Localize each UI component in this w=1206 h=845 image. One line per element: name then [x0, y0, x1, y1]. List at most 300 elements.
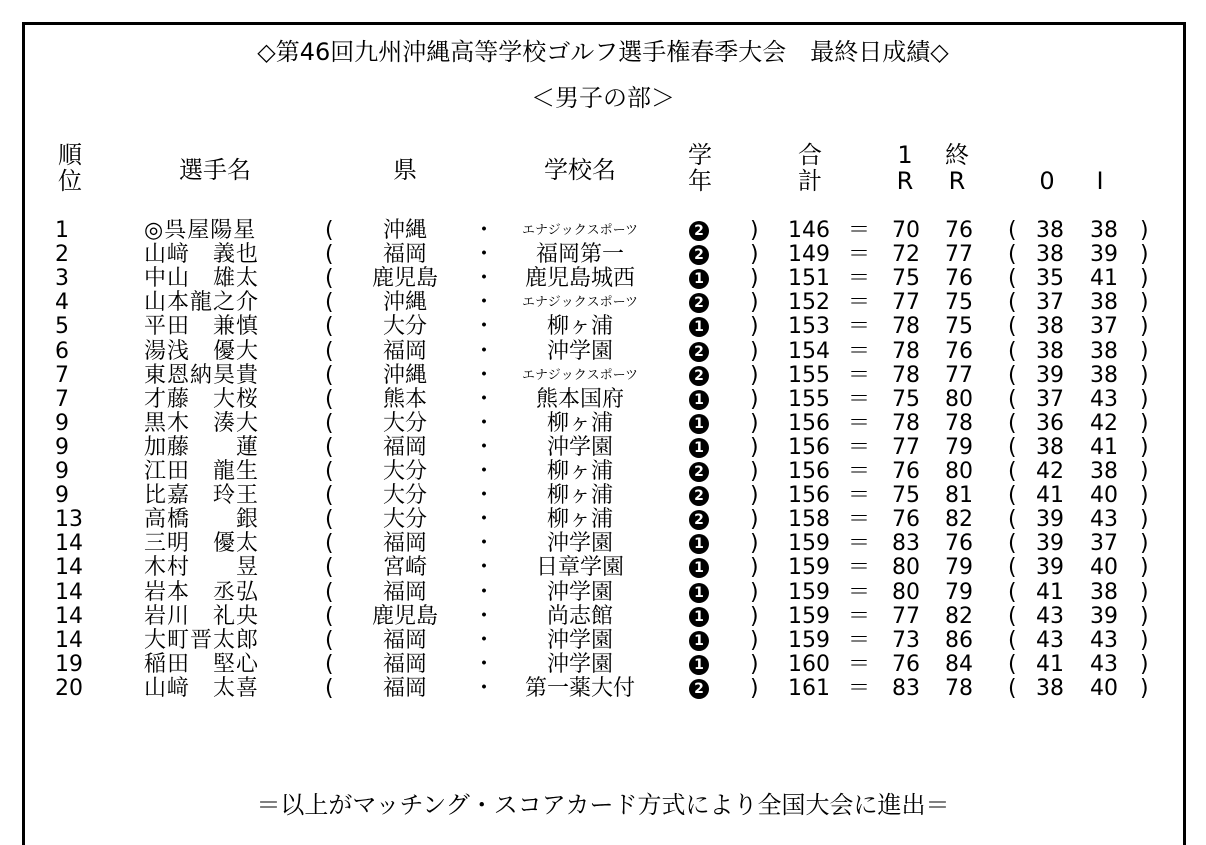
- grade-badge: [686, 653, 712, 677]
- grade-badge: [686, 556, 712, 580]
- separator-dot: ・: [473, 483, 496, 508]
- player-name: 中山 雄太: [144, 266, 260, 291]
- grade-badge: [686, 364, 712, 388]
- close-paren: ): [750, 555, 759, 580]
- close-paren-split: ): [1140, 411, 1149, 436]
- prefecture: 鹿児島: [371, 266, 438, 291]
- rank-cell: 9: [55, 435, 69, 460]
- grade-number: 1: [689, 583, 709, 603]
- open-paren: (: [325, 242, 334, 267]
- open-paren-split: (: [1008, 218, 1017, 243]
- rank-cell: 3: [55, 266, 69, 291]
- final-round-score: 78: [945, 411, 973, 436]
- round1-score: 78: [892, 339, 920, 364]
- round1-score: 78: [892, 314, 920, 339]
- close-paren-split: ): [1140, 628, 1149, 653]
- close-paren-split: ): [1140, 652, 1149, 677]
- equals-sign: ＝: [848, 435, 871, 460]
- grade-badge: [686, 436, 712, 460]
- total-score: 149: [788, 242, 830, 267]
- school-name: 第一薬大付: [524, 676, 635, 701]
- prefecture: 福岡: [382, 580, 427, 605]
- separator-dot: ・: [473, 314, 496, 339]
- header-rank-line1: 順: [58, 141, 82, 169]
- separator-dot: ・: [473, 242, 496, 267]
- school-name: 沖学園: [546, 435, 613, 460]
- rank-cell: 7: [55, 387, 69, 412]
- separator-dot: ・: [473, 604, 496, 629]
- player-name: 山本龍之介: [144, 290, 260, 315]
- close-paren-split: ): [1140, 387, 1149, 412]
- table-row: [0, 267, 1206, 291]
- rank-cell: 7: [55, 363, 69, 388]
- separator-dot: ・: [473, 555, 496, 580]
- rank-cell: 1: [55, 218, 69, 243]
- out-score: 43: [1036, 604, 1064, 629]
- open-paren: (: [325, 507, 334, 532]
- header-name: 選手名: [179, 156, 251, 184]
- close-paren-split: ): [1140, 339, 1149, 364]
- rank-cell: 9: [55, 483, 69, 508]
- open-paren-split: (: [1008, 531, 1017, 556]
- close-paren-split: ): [1140, 459, 1149, 484]
- final-round-score: 79: [945, 580, 973, 605]
- player-name: 岩川 礼央: [144, 604, 260, 629]
- close-paren: ): [750, 580, 759, 605]
- school-name: 日章学園: [535, 555, 624, 580]
- prefecture: 福岡: [382, 339, 427, 364]
- prefecture: 鹿児島: [371, 604, 438, 629]
- table-row: [0, 243, 1206, 267]
- header-prefecture: 県: [393, 156, 417, 184]
- final-round-score: 75: [945, 314, 973, 339]
- grade-badge: [686, 629, 712, 653]
- open-paren-split: (: [1008, 652, 1017, 677]
- player-name: 湯浅 優大: [144, 339, 260, 364]
- out-score: 43: [1036, 628, 1064, 653]
- total-score: 156: [788, 459, 830, 484]
- header-grade: [680, 142, 720, 194]
- round1-score: 72: [892, 242, 920, 267]
- open-paren-split: (: [1008, 676, 1017, 701]
- school-name: 熊本国府: [535, 387, 624, 412]
- in-score: 38: [1090, 459, 1118, 484]
- table-row: [0, 315, 1206, 339]
- grade-badge: [686, 677, 712, 701]
- open-paren: (: [325, 314, 334, 339]
- open-paren: (: [325, 604, 334, 629]
- grade-number: 2: [689, 245, 709, 265]
- rank-cell: 9: [55, 459, 69, 484]
- close-paren: ): [750, 363, 759, 388]
- out-score: 41: [1036, 483, 1064, 508]
- round1-score: 70: [892, 218, 920, 243]
- out-score: 38: [1036, 218, 1064, 243]
- separator-dot: ・: [473, 507, 496, 532]
- total-score: 159: [788, 604, 830, 629]
- final-round-score: 81: [945, 483, 973, 508]
- in-score: 38: [1090, 363, 1118, 388]
- in-score: 41: [1090, 435, 1118, 460]
- separator-dot: ・: [473, 290, 496, 315]
- grade-number: 1: [689, 558, 709, 578]
- round1-score: 77: [892, 290, 920, 315]
- school-name: エナジックスポーツ: [521, 223, 639, 238]
- grade-number: 2: [689, 510, 709, 530]
- grade-number: 1: [689, 414, 709, 434]
- open-paren-split: (: [1008, 483, 1017, 508]
- rank-cell: 4: [55, 290, 69, 315]
- open-paren-split: (: [1008, 266, 1017, 291]
- total-score: 156: [788, 435, 830, 460]
- open-paren-split: (: [1008, 580, 1017, 605]
- grade-number: 2: [689, 221, 709, 241]
- school-name: 沖学園: [546, 339, 613, 364]
- grade-badge: [686, 412, 712, 436]
- open-paren: (: [325, 628, 334, 653]
- grade-number: 2: [689, 342, 709, 362]
- round1-score: 76: [892, 459, 920, 484]
- header-total: [790, 142, 830, 194]
- header-round1-line1: 1: [897, 141, 913, 169]
- in-score: 43: [1090, 387, 1118, 412]
- total-score: 154: [788, 339, 830, 364]
- in-score: 37: [1090, 531, 1118, 556]
- final-round-score: 79: [945, 555, 973, 580]
- player-name: 山﨑 義也: [144, 242, 260, 267]
- school-name: 沖学園: [546, 628, 613, 653]
- page-subtitle: ＜男子の部＞: [531, 84, 675, 112]
- school-name: 福岡第一: [535, 242, 624, 267]
- separator-dot: ・: [473, 387, 496, 412]
- grade-badge: [686, 291, 712, 315]
- total-score: 161: [788, 676, 830, 701]
- round1-score: 75: [892, 483, 920, 508]
- total-score: 152: [788, 290, 830, 315]
- out-score: 39: [1036, 363, 1064, 388]
- grade-badge: [686, 388, 712, 412]
- final-round-score: 78: [945, 676, 973, 701]
- prefecture: 大分: [382, 314, 427, 339]
- close-paren-split: ): [1140, 290, 1149, 315]
- grade-number: 2: [689, 366, 709, 386]
- header-round1: [885, 142, 925, 194]
- round1-score: 75: [892, 266, 920, 291]
- table-row: [0, 219, 1206, 243]
- player-name: 山﨑 太喜: [144, 676, 260, 701]
- player-name: 東恩納昊貴: [144, 363, 260, 388]
- prefecture: 福岡: [382, 531, 427, 556]
- open-paren: (: [325, 483, 334, 508]
- prefecture: 福岡: [382, 628, 427, 653]
- grade-badge: [686, 508, 712, 532]
- grade-badge: [686, 460, 712, 484]
- close-paren: ): [750, 459, 759, 484]
- equals-sign: ＝: [848, 628, 871, 653]
- close-paren: ): [750, 652, 759, 677]
- open-paren: (: [325, 363, 334, 388]
- close-paren-split: ): [1140, 218, 1149, 243]
- close-paren: ): [750, 411, 759, 436]
- table-row: [0, 629, 1206, 653]
- total-score: 159: [788, 555, 830, 580]
- prefecture: 沖縄: [382, 363, 427, 388]
- separator-dot: ・: [473, 435, 496, 460]
- school-name: 柳ヶ浦: [546, 314, 613, 339]
- grade-number: 2: [689, 486, 709, 506]
- close-paren-split: ): [1140, 555, 1149, 580]
- final-round-score: 86: [945, 628, 973, 653]
- open-paren-split: (: [1008, 411, 1017, 436]
- separator-dot: ・: [473, 218, 496, 243]
- prefecture: 福岡: [382, 435, 427, 460]
- open-paren: (: [325, 580, 334, 605]
- out-score: 38: [1036, 676, 1064, 701]
- in-score: 40: [1090, 676, 1118, 701]
- out-score: 38: [1036, 314, 1064, 339]
- total-score: 159: [788, 531, 830, 556]
- separator-dot: ・: [473, 266, 496, 291]
- grade-badge: [686, 581, 712, 605]
- player-name: 比嘉 玲王: [144, 483, 260, 508]
- close-paren: ): [750, 387, 759, 412]
- total-score: 158: [788, 507, 830, 532]
- in-score: 40: [1090, 555, 1118, 580]
- close-paren-split: ): [1140, 435, 1149, 460]
- in-score: 41: [1090, 266, 1118, 291]
- in-score: 43: [1090, 507, 1118, 532]
- grade-number: 1: [689, 655, 709, 675]
- header-rank: [50, 142, 90, 194]
- close-paren: ): [750, 242, 759, 267]
- prefecture: 大分: [382, 459, 427, 484]
- header-total-line2: 計: [798, 167, 822, 195]
- table-row: [0, 388, 1206, 412]
- equals-sign: ＝: [848, 290, 871, 315]
- school-name: 柳ヶ浦: [546, 459, 613, 484]
- prefecture: 福岡: [382, 242, 427, 267]
- rank-cell: 14: [55, 531, 83, 556]
- round1-score: 83: [892, 676, 920, 701]
- final-round-score: 82: [945, 604, 973, 629]
- round1-score: 80: [892, 555, 920, 580]
- out-score: 41: [1036, 652, 1064, 677]
- in-score: 37: [1090, 314, 1118, 339]
- open-paren-split: (: [1008, 339, 1017, 364]
- close-paren: ): [750, 676, 759, 701]
- table-row: [0, 653, 1206, 677]
- equals-sign: ＝: [848, 242, 871, 267]
- final-round-score: 77: [945, 363, 973, 388]
- footer-note: ＝以上がマッチング・スコアカード方式により全国大会に進出＝: [256, 791, 950, 819]
- equals-sign: ＝: [848, 459, 871, 484]
- open-paren: (: [325, 266, 334, 291]
- table-row: [0, 556, 1206, 580]
- table-row: [0, 605, 1206, 629]
- player-name: 大町晋太郎: [144, 628, 260, 653]
- open-paren: (: [325, 387, 334, 412]
- open-paren-split: (: [1008, 387, 1017, 412]
- in-score: 38: [1090, 339, 1118, 364]
- equals-sign: ＝: [848, 531, 871, 556]
- school-name: 鹿児島城西: [524, 266, 635, 291]
- table-row: [0, 436, 1206, 460]
- out-score: 35: [1036, 266, 1064, 291]
- grade-number: 1: [689, 631, 709, 651]
- open-paren-split: (: [1008, 604, 1017, 629]
- grade-badge: [686, 532, 712, 556]
- open-paren: (: [325, 290, 334, 315]
- header-out: 0: [1039, 167, 1055, 195]
- header-final-round-line1: 終: [945, 141, 969, 169]
- table-row: [0, 532, 1206, 556]
- out-score: 37: [1036, 290, 1064, 315]
- prefecture: 福岡: [382, 652, 427, 677]
- rank-cell: 14: [55, 580, 83, 605]
- final-round-score: 76: [945, 531, 973, 556]
- close-paren: ): [750, 531, 759, 556]
- grade-number: 2: [689, 462, 709, 482]
- in-score: 43: [1090, 652, 1118, 677]
- separator-dot: ・: [473, 339, 496, 364]
- round1-score: 83: [892, 531, 920, 556]
- total-score: 160: [788, 652, 830, 677]
- header-total-line1: 合: [798, 141, 822, 169]
- out-score: 37: [1036, 387, 1064, 412]
- final-round-score: 79: [945, 435, 973, 460]
- table-row: [0, 412, 1206, 436]
- separator-dot: ・: [473, 652, 496, 677]
- out-score: 38: [1036, 339, 1064, 364]
- open-paren-split: (: [1008, 555, 1017, 580]
- close-paren: ): [750, 604, 759, 629]
- open-paren: (: [325, 459, 334, 484]
- open-paren: (: [325, 411, 334, 436]
- in-score: 38: [1090, 218, 1118, 243]
- close-paren: ): [750, 435, 759, 460]
- equals-sign: ＝: [848, 218, 871, 243]
- out-score: 42: [1036, 459, 1064, 484]
- open-paren: (: [325, 676, 334, 701]
- grade-number: 2: [689, 293, 709, 313]
- final-round-score: 82: [945, 507, 973, 532]
- header-round1-line2: R: [896, 167, 914, 195]
- open-paren: (: [325, 652, 334, 677]
- school-name: エナジックスポーツ: [521, 295, 639, 310]
- prefecture: 沖縄: [382, 290, 427, 315]
- header-in: I: [1096, 167, 1104, 195]
- school-name: 沖学園: [546, 580, 613, 605]
- round1-score: 78: [892, 363, 920, 388]
- equals-sign: ＝: [848, 339, 871, 364]
- out-score: 41: [1036, 580, 1064, 605]
- close-paren-split: ): [1140, 314, 1149, 339]
- table-row: [0, 460, 1206, 484]
- school-name: エナジックスポーツ: [521, 368, 639, 383]
- grade-badge: [686, 243, 712, 267]
- close-paren-split: ): [1140, 507, 1149, 532]
- grade-badge: [686, 484, 712, 508]
- open-paren: (: [325, 218, 334, 243]
- table-row: [0, 484, 1206, 508]
- school-name: 尚志館: [546, 604, 613, 629]
- open-paren-split: (: [1008, 242, 1017, 267]
- table-row: [0, 340, 1206, 364]
- equals-sign: ＝: [848, 314, 871, 339]
- player-name: 江田 龍生: [144, 459, 260, 484]
- close-paren-split: ): [1140, 580, 1149, 605]
- grade-badge: [686, 315, 712, 339]
- total-score: 155: [788, 387, 830, 412]
- prefecture: 大分: [382, 507, 427, 532]
- school-name: 柳ヶ浦: [546, 483, 613, 508]
- grade-number: 1: [689, 317, 709, 337]
- rank-cell: 14: [55, 628, 83, 653]
- open-paren-split: (: [1008, 435, 1017, 460]
- close-paren-split: ): [1140, 266, 1149, 291]
- table-row: [0, 291, 1206, 315]
- player-name: 黒木 湊大: [144, 411, 260, 436]
- separator-dot: ・: [473, 459, 496, 484]
- grade-number: 1: [689, 390, 709, 410]
- equals-sign: ＝: [848, 652, 871, 677]
- final-round-score: 76: [945, 218, 973, 243]
- out-score: 39: [1036, 507, 1064, 532]
- round1-score: 77: [892, 604, 920, 629]
- open-paren: (: [325, 435, 334, 460]
- close-paren: ): [750, 339, 759, 364]
- open-paren-split: (: [1008, 459, 1017, 484]
- close-paren: ): [750, 314, 759, 339]
- total-score: 156: [788, 411, 830, 436]
- open-paren-split: (: [1008, 363, 1017, 388]
- open-paren-split: (: [1008, 314, 1017, 339]
- out-score: 39: [1036, 555, 1064, 580]
- player-name: 加藤 蓮: [144, 435, 260, 460]
- grade-number: 1: [689, 438, 709, 458]
- rank-cell: 2: [55, 242, 69, 267]
- final-round-score: 75: [945, 290, 973, 315]
- player-name: 稲田 堅心: [144, 652, 260, 677]
- grade-number: 2: [689, 679, 709, 699]
- open-paren: (: [325, 531, 334, 556]
- open-paren: (: [325, 555, 334, 580]
- open-paren: (: [325, 339, 334, 364]
- grade-number: 1: [689, 269, 709, 289]
- page-title: ◇第46回九州沖縄高等学校ゴルフ選手権春季大会 最終日成績◇: [257, 38, 949, 66]
- table-row: [0, 364, 1206, 388]
- round1-score: 73: [892, 628, 920, 653]
- header-school: 学校名: [544, 156, 616, 184]
- prefecture: 熊本: [382, 387, 427, 412]
- final-round-score: 80: [945, 387, 973, 412]
- rank-cell: 13: [55, 507, 83, 532]
- in-score: 38: [1090, 580, 1118, 605]
- table-row: [0, 581, 1206, 605]
- prefecture: 大分: [382, 483, 427, 508]
- school-name: 柳ヶ浦: [546, 507, 613, 532]
- round1-score: 78: [892, 411, 920, 436]
- separator-dot: ・: [473, 531, 496, 556]
- rank-cell: 6: [55, 339, 69, 364]
- open-paren-split: (: [1008, 628, 1017, 653]
- grade-number: 1: [689, 534, 709, 554]
- rank-cell: 14: [55, 604, 83, 629]
- equals-sign: ＝: [848, 483, 871, 508]
- table-row: [0, 677, 1206, 701]
- player-name: 平田 兼慎: [144, 314, 260, 339]
- equals-sign: ＝: [848, 604, 871, 629]
